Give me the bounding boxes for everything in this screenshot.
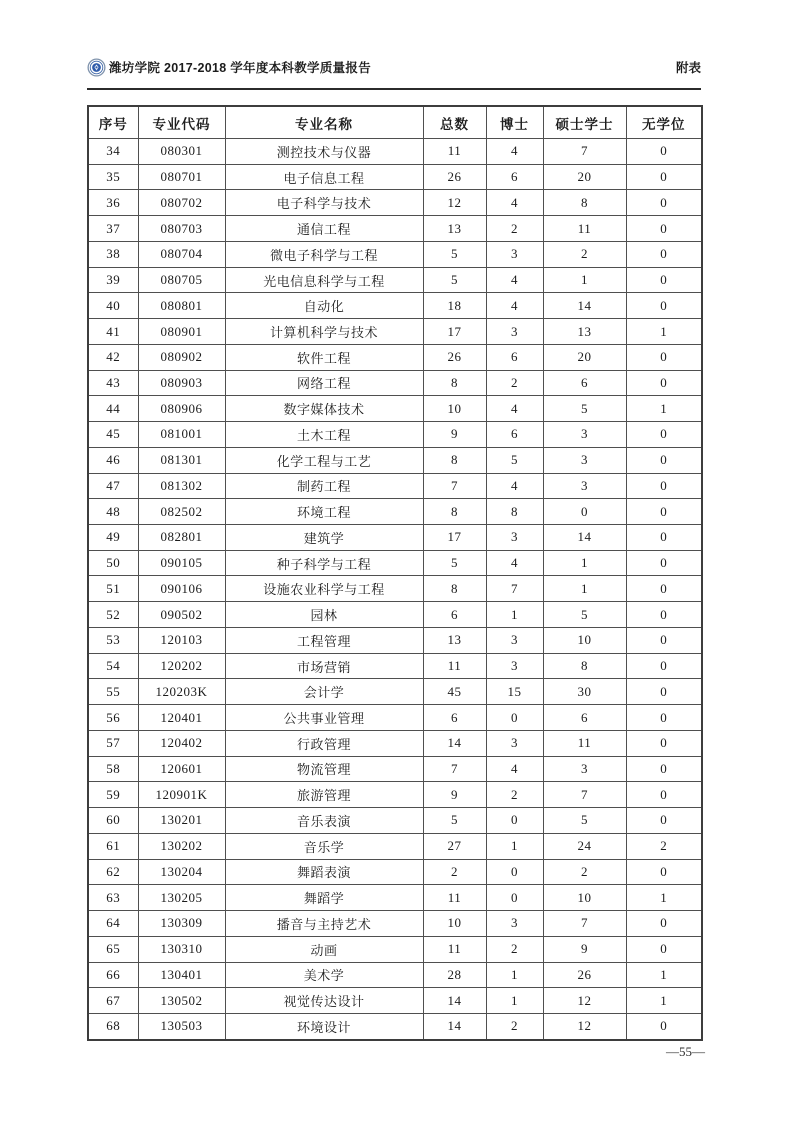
cell-major-code: 090105 <box>138 550 225 576</box>
cell-doctoral: 5 <box>486 447 543 473</box>
cell-total: 5 <box>423 550 486 576</box>
cell-total: 8 <box>423 370 486 396</box>
table-row <box>88 293 702 319</box>
cell-no-degree: 0 <box>626 241 702 267</box>
table-row <box>88 911 702 937</box>
cell-major-code: 080705 <box>138 267 225 293</box>
table-row <box>88 885 702 911</box>
table-row <box>88 936 702 962</box>
cell-doctoral: 6 <box>486 422 543 448</box>
table-row <box>88 962 702 988</box>
cell-doctoral: 4 <box>486 190 543 216</box>
cell-doctoral: 4 <box>486 293 543 319</box>
cell-major-code: 080301 <box>138 139 225 165</box>
cell-no-degree: 0 <box>626 576 702 602</box>
cell-major-code: 130503 <box>138 1013 225 1039</box>
cell-seq: 43 <box>88 370 138 396</box>
cell-seq: 59 <box>88 782 138 808</box>
cell-master-bachelor: 3 <box>543 447 626 473</box>
cell-major-name: 播音与主持艺术 <box>225 911 423 937</box>
cell-total: 14 <box>423 988 486 1014</box>
cell-major-name: 光电信息科学与工程 <box>225 267 423 293</box>
cell-no-degree: 0 <box>626 267 702 293</box>
cell-major-name: 网络工程 <box>225 370 423 396</box>
cell-master-bachelor: 3 <box>543 756 626 782</box>
table-row <box>88 679 702 705</box>
cell-no-degree: 0 <box>626 936 702 962</box>
cell-doctoral: 4 <box>486 756 543 782</box>
cell-no-degree: 1 <box>626 319 702 345</box>
cell-seq: 58 <box>88 756 138 782</box>
cell-master-bachelor: 14 <box>543 293 626 319</box>
cell-major-name: 土木工程 <box>225 422 423 448</box>
cell-total: 14 <box>423 730 486 756</box>
cell-no-degree: 0 <box>626 911 702 937</box>
cell-major-code: 120202 <box>138 653 225 679</box>
cell-major-code: 130202 <box>138 833 225 859</box>
cell-master-bachelor: 7 <box>543 782 626 808</box>
cell-major-code: 082801 <box>138 525 225 551</box>
table-row <box>88 241 702 267</box>
cell-major-code: 082502 <box>138 499 225 525</box>
cell-major-name: 音乐表演 <box>225 808 423 834</box>
cell-doctoral: 3 <box>486 911 543 937</box>
table-row <box>88 422 702 448</box>
cell-seq: 45 <box>88 422 138 448</box>
cell-total: 17 <box>423 319 486 345</box>
cell-major-name: 环境工程 <box>225 499 423 525</box>
cell-seq: 44 <box>88 396 138 422</box>
cell-major-name: 种子科学与工程 <box>225 550 423 576</box>
cell-major-code: 120203K <box>138 679 225 705</box>
cell-seq: 64 <box>88 911 138 937</box>
cell-doctoral: 0 <box>486 885 543 911</box>
cell-doctoral: 3 <box>486 653 543 679</box>
cell-seq: 34 <box>88 139 138 165</box>
table-row <box>88 267 702 293</box>
cell-no-degree: 0 <box>626 730 702 756</box>
cell-major-code: 081302 <box>138 473 225 499</box>
cell-total: 11 <box>423 885 486 911</box>
cell-master-bachelor: 10 <box>543 627 626 653</box>
cell-major-name: 软件工程 <box>225 344 423 370</box>
cell-major-code: 080902 <box>138 344 225 370</box>
table-row <box>88 705 702 731</box>
table-row <box>88 730 702 756</box>
cell-doctoral: 2 <box>486 370 543 396</box>
cell-doctoral: 1 <box>486 988 543 1014</box>
table-row <box>88 653 702 679</box>
cell-no-degree: 0 <box>626 679 702 705</box>
cell-seq: 67 <box>88 988 138 1014</box>
cell-total: 9 <box>423 422 486 448</box>
cell-doctoral: 2 <box>486 1013 543 1039</box>
cell-total: 13 <box>423 627 486 653</box>
cell-seq: 57 <box>88 730 138 756</box>
cell-no-degree: 1 <box>626 885 702 911</box>
cell-doctoral: 3 <box>486 525 543 551</box>
cell-total: 12 <box>423 190 486 216</box>
cell-total: 2 <box>423 859 486 885</box>
cell-major-code: 120103 <box>138 627 225 653</box>
cell-no-degree: 0 <box>626 216 702 242</box>
cell-total: 5 <box>423 241 486 267</box>
cell-doctoral: 4 <box>486 550 543 576</box>
cell-major-name: 数字媒体技术 <box>225 396 423 422</box>
col-doctoral: 博士 <box>486 106 543 139</box>
table-row <box>88 164 702 190</box>
cell-major-name: 通信工程 <box>225 216 423 242</box>
cell-major-code: 080702 <box>138 190 225 216</box>
cell-major-name: 市场营销 <box>225 653 423 679</box>
cell-master-bachelor: 7 <box>543 911 626 937</box>
table-row <box>88 216 702 242</box>
cell-master-bachelor: 1 <box>543 576 626 602</box>
cell-no-degree: 0 <box>626 627 702 653</box>
cell-master-bachelor: 11 <box>543 730 626 756</box>
cell-major-code: 130401 <box>138 962 225 988</box>
table-row <box>88 782 702 808</box>
cell-major-code: 130201 <box>138 808 225 834</box>
cell-master-bachelor: 9 <box>543 936 626 962</box>
cell-major-name: 旅游管理 <box>225 782 423 808</box>
cell-seq: 41 <box>88 319 138 345</box>
document-header <box>87 55 701 79</box>
document-title: 潍坊学院 2017-2018 学年度本科教学质量报告 <box>109 61 372 75</box>
cell-total: 11 <box>423 936 486 962</box>
cell-major-name: 化学工程与工艺 <box>225 447 423 473</box>
cell-total: 9 <box>423 782 486 808</box>
cell-major-name: 公共事业管理 <box>225 705 423 731</box>
cell-doctoral: 3 <box>486 627 543 653</box>
cell-master-bachelor: 5 <box>543 602 626 628</box>
col-major-name: 专业名称 <box>225 106 423 139</box>
cell-major-name: 会计学 <box>225 679 423 705</box>
cell-major-name: 设施农业科学与工程 <box>225 576 423 602</box>
cell-total: 45 <box>423 679 486 705</box>
cell-master-bachelor: 5 <box>543 396 626 422</box>
table-row <box>88 627 702 653</box>
cell-master-bachelor: 0 <box>543 499 626 525</box>
cell-seq: 37 <box>88 216 138 242</box>
cell-seq: 46 <box>88 447 138 473</box>
cell-seq: 55 <box>88 679 138 705</box>
cell-major-code: 080701 <box>138 164 225 190</box>
cell-master-bachelor: 1 <box>543 550 626 576</box>
cell-major-name: 动画 <box>225 936 423 962</box>
cell-major-name: 音乐学 <box>225 833 423 859</box>
cell-doctoral: 4 <box>486 396 543 422</box>
cell-doctoral: 4 <box>486 139 543 165</box>
col-seq: 序号 <box>88 106 138 139</box>
cell-master-bachelor: 5 <box>543 808 626 834</box>
cell-no-degree: 0 <box>626 859 702 885</box>
cell-doctoral: 1 <box>486 962 543 988</box>
cell-master-bachelor: 2 <box>543 241 626 267</box>
cell-doctoral: 0 <box>486 808 543 834</box>
cell-total: 14 <box>423 1013 486 1039</box>
cell-major-name: 计算机科学与技术 <box>225 319 423 345</box>
cell-major-name: 测控技术与仪器 <box>225 139 423 165</box>
col-total: 总数 <box>423 106 486 139</box>
cell-major-name: 舞蹈表演 <box>225 859 423 885</box>
col-master-bachelor: 硕士学士 <box>543 106 626 139</box>
cell-total: 26 <box>423 164 486 190</box>
table-row <box>88 190 702 216</box>
table-row <box>88 859 702 885</box>
table-row <box>88 139 702 165</box>
cell-master-bachelor: 3 <box>543 473 626 499</box>
cell-seq: 56 <box>88 705 138 731</box>
cell-seq: 50 <box>88 550 138 576</box>
cell-no-degree: 0 <box>626 422 702 448</box>
cell-total: 8 <box>423 499 486 525</box>
cell-no-degree: 0 <box>626 602 702 628</box>
cell-major-name: 美术学 <box>225 962 423 988</box>
cell-seq: 68 <box>88 1013 138 1039</box>
cell-no-degree: 0 <box>626 344 702 370</box>
cell-seq: 47 <box>88 473 138 499</box>
cell-major-code: 130310 <box>138 936 225 962</box>
cell-master-bachelor: 10 <box>543 885 626 911</box>
table-row <box>88 344 702 370</box>
cell-doctoral: 0 <box>486 705 543 731</box>
cell-seq: 65 <box>88 936 138 962</box>
cell-master-bachelor: 30 <box>543 679 626 705</box>
cell-seq: 66 <box>88 962 138 988</box>
cell-major-code: 130502 <box>138 988 225 1014</box>
cell-total: 6 <box>423 705 486 731</box>
cell-total: 7 <box>423 756 486 782</box>
cell-seq: 60 <box>88 808 138 834</box>
cell-no-degree: 0 <box>626 499 702 525</box>
cell-master-bachelor: 20 <box>543 344 626 370</box>
cell-major-code: 090106 <box>138 576 225 602</box>
table-row <box>88 602 702 628</box>
cell-master-bachelor: 6 <box>543 370 626 396</box>
cell-seq: 53 <box>88 627 138 653</box>
cell-major-code: 120402 <box>138 730 225 756</box>
cell-major-code: 130205 <box>138 885 225 911</box>
cell-no-degree: 0 <box>626 525 702 551</box>
cell-total: 6 <box>423 602 486 628</box>
cell-major-code: 080801 <box>138 293 225 319</box>
cell-seq: 51 <box>88 576 138 602</box>
cell-doctoral: 2 <box>486 216 543 242</box>
cell-seq: 42 <box>88 344 138 370</box>
major-degree-table <box>87 105 703 1041</box>
cell-doctoral: 3 <box>486 730 543 756</box>
cell-major-code: 130309 <box>138 911 225 937</box>
table-row <box>88 499 702 525</box>
cell-seq: 35 <box>88 164 138 190</box>
cell-total: 10 <box>423 911 486 937</box>
cell-major-code: 120401 <box>138 705 225 731</box>
table-row <box>88 370 702 396</box>
cell-doctoral: 4 <box>486 267 543 293</box>
cell-total: 17 <box>423 525 486 551</box>
cell-major-code: 080703 <box>138 216 225 242</box>
cell-master-bachelor: 13 <box>543 319 626 345</box>
cell-seq: 54 <box>88 653 138 679</box>
cell-master-bachelor: 12 <box>543 1013 626 1039</box>
cell-seq: 48 <box>88 499 138 525</box>
cell-total: 27 <box>423 833 486 859</box>
table-row <box>88 576 702 602</box>
cell-total: 10 <box>423 396 486 422</box>
cell-master-bachelor: 20 <box>543 164 626 190</box>
appendix-label: 附表 <box>675 61 701 75</box>
cell-no-degree: 0 <box>626 447 702 473</box>
cell-seq: 52 <box>88 602 138 628</box>
cell-major-name: 制药工程 <box>225 473 423 499</box>
page-number: —55— <box>666 1044 705 1059</box>
cell-seq: 40 <box>88 293 138 319</box>
cell-no-degree: 0 <box>626 550 702 576</box>
cell-major-code: 080903 <box>138 370 225 396</box>
cell-no-degree: 1 <box>626 988 702 1014</box>
cell-no-degree: 2 <box>626 833 702 859</box>
col-major-code: 专业代码 <box>138 106 225 139</box>
table-row <box>88 808 702 834</box>
table-row <box>88 473 702 499</box>
cell-total: 7 <box>423 473 486 499</box>
cell-doctoral: 8 <box>486 499 543 525</box>
table-row <box>88 756 702 782</box>
cell-master-bachelor: 12 <box>543 988 626 1014</box>
cell-major-name: 物流管理 <box>225 756 423 782</box>
cell-doctoral: 0 <box>486 859 543 885</box>
table-row <box>88 833 702 859</box>
cell-doctoral: 3 <box>486 319 543 345</box>
cell-major-code: 081301 <box>138 447 225 473</box>
table-row <box>88 988 702 1014</box>
cell-major-code: 120901K <box>138 782 225 808</box>
cell-total: 28 <box>423 962 486 988</box>
cell-no-degree: 0 <box>626 756 702 782</box>
cell-seq: 62 <box>88 859 138 885</box>
cell-no-degree: 0 <box>626 473 702 499</box>
table-row <box>88 525 702 551</box>
cell-master-bachelor: 24 <box>543 833 626 859</box>
cell-doctoral: 6 <box>486 344 543 370</box>
table-body <box>88 139 702 1040</box>
cell-major-name: 环境设计 <box>225 1013 423 1039</box>
cell-major-name: 自动化 <box>225 293 423 319</box>
cell-no-degree: 0 <box>626 705 702 731</box>
col-no-degree: 无学位 <box>626 106 702 139</box>
table-header-row <box>88 106 702 139</box>
cell-total: 11 <box>423 653 486 679</box>
cell-major-name: 舞蹈学 <box>225 885 423 911</box>
cell-seq: 39 <box>88 267 138 293</box>
cell-major-code: 080704 <box>138 241 225 267</box>
cell-master-bachelor: 7 <box>543 139 626 165</box>
cell-total: 5 <box>423 267 486 293</box>
cell-no-degree: 0 <box>626 370 702 396</box>
cell-no-degree: 0 <box>626 653 702 679</box>
cell-no-degree: 0 <box>626 190 702 216</box>
cell-doctoral: 6 <box>486 164 543 190</box>
cell-total: 8 <box>423 576 486 602</box>
cell-major-name: 微电子科学与工程 <box>225 241 423 267</box>
cell-doctoral: 2 <box>486 782 543 808</box>
cell-seq: 63 <box>88 885 138 911</box>
cell-doctoral: 1 <box>486 833 543 859</box>
cell-master-bachelor: 14 <box>543 525 626 551</box>
cell-total: 11 <box>423 139 486 165</box>
cell-master-bachelor: 3 <box>543 422 626 448</box>
cell-master-bachelor: 11 <box>543 216 626 242</box>
cell-no-degree: 0 <box>626 139 702 165</box>
table-row <box>88 550 702 576</box>
cell-no-degree: 0 <box>626 1013 702 1039</box>
cell-major-name: 电子科学与技术 <box>225 190 423 216</box>
university-seal-icon <box>87 58 106 77</box>
cell-major-name: 工程管理 <box>225 627 423 653</box>
table-row <box>88 396 702 422</box>
cell-total: 8 <box>423 447 486 473</box>
cell-doctoral: 2 <box>486 936 543 962</box>
cell-doctoral: 7 <box>486 576 543 602</box>
cell-total: 18 <box>423 293 486 319</box>
cell-major-name: 建筑学 <box>225 525 423 551</box>
cell-no-degree: 0 <box>626 782 702 808</box>
cell-doctoral: 1 <box>486 602 543 628</box>
cell-seq: 61 <box>88 833 138 859</box>
cell-seq: 38 <box>88 241 138 267</box>
cell-master-bachelor: 2 <box>543 859 626 885</box>
cell-major-code: 090502 <box>138 602 225 628</box>
cell-major-name: 行政管理 <box>225 730 423 756</box>
cell-total: 26 <box>423 344 486 370</box>
table-row <box>88 447 702 473</box>
cell-doctoral: 4 <box>486 473 543 499</box>
cell-master-bachelor: 1 <box>543 267 626 293</box>
cell-major-code: 080906 <box>138 396 225 422</box>
cell-no-degree: 0 <box>626 293 702 319</box>
cell-master-bachelor: 26 <box>543 962 626 988</box>
cell-no-degree: 0 <box>626 808 702 834</box>
cell-major-code: 080901 <box>138 319 225 345</box>
cell-no-degree: 1 <box>626 962 702 988</box>
cell-doctoral: 3 <box>486 241 543 267</box>
cell-major-name: 电子信息工程 <box>225 164 423 190</box>
table-row <box>88 1013 702 1039</box>
cell-major-name: 视觉传达设计 <box>225 988 423 1014</box>
cell-seq: 49 <box>88 525 138 551</box>
cell-major-code: 130204 <box>138 859 225 885</box>
cell-master-bachelor: 8 <box>543 653 626 679</box>
cell-no-degree: 0 <box>626 164 702 190</box>
cell-master-bachelor: 6 <box>543 705 626 731</box>
cell-major-code: 081001 <box>138 422 225 448</box>
cell-major-code: 120601 <box>138 756 225 782</box>
cell-master-bachelor: 8 <box>543 190 626 216</box>
cell-doctoral: 15 <box>486 679 543 705</box>
cell-seq: 36 <box>88 190 138 216</box>
cell-no-degree: 1 <box>626 396 702 422</box>
cell-major-name: 园林 <box>225 602 423 628</box>
header-divider <box>87 88 701 90</box>
table-row <box>88 319 702 345</box>
cell-total: 5 <box>423 808 486 834</box>
cell-total: 13 <box>423 216 486 242</box>
